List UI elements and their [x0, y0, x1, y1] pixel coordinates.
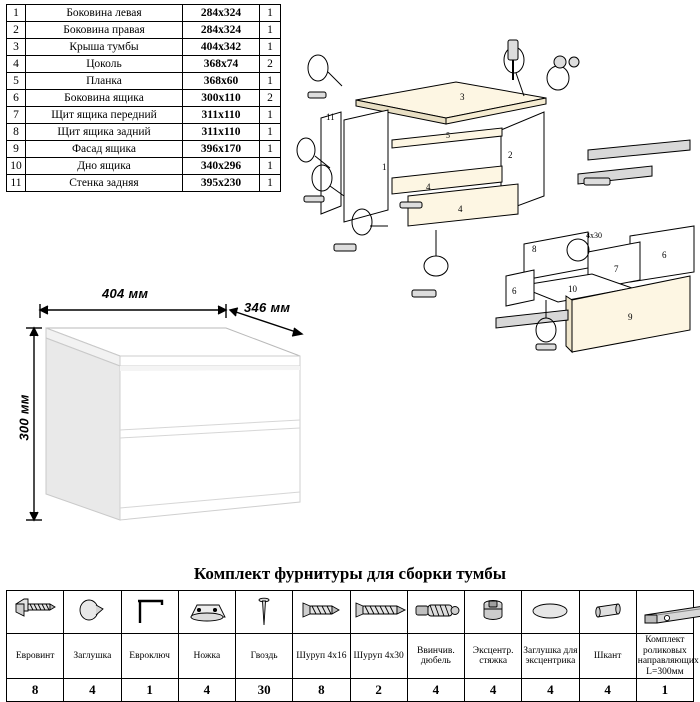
hardware-qty: 1 [121, 679, 178, 702]
part-number: 4 [7, 56, 26, 73]
hardware-qty: 4 [178, 679, 235, 702]
callout-1: 1 [382, 162, 387, 172]
cabinet-svg [8, 270, 388, 560]
callout-4-upper: 4 [426, 182, 431, 192]
hardware-name: Заглушка [64, 634, 121, 679]
hardware-name: Ввинчив. дюбель [407, 634, 464, 679]
hardware-name-row [7, 634, 694, 679]
part-name: Крыша тумбы [26, 39, 183, 56]
width-dimension-arrow [40, 304, 226, 318]
part-number: 11 [7, 175, 26, 192]
part-quantity: 1 [260, 5, 281, 22]
cabinet-width-label: 404 мм [102, 286, 149, 301]
hardware-qty: 1 [636, 679, 693, 702]
hardware-qty: 4 [522, 679, 579, 702]
callout-5: 5 [446, 131, 450, 140]
dowel-icon [579, 591, 636, 634]
cabinet-body [46, 328, 300, 520]
drawer-note: 4х30 [586, 231, 602, 240]
part-quantity: 1 [260, 107, 281, 124]
foot-icon [178, 591, 235, 634]
part-number: 3 [7, 39, 26, 56]
part-name: Цоколь [26, 56, 183, 73]
hardware-qty: 4 [579, 679, 636, 702]
callout-3: 3 [460, 92, 465, 102]
part-number: 6 [7, 90, 26, 107]
hardware-name: Ножка [178, 634, 235, 679]
hardware-name: Эксцентр. стяжка [465, 634, 522, 679]
part-dimension: 340х296 [183, 158, 260, 175]
table-row [7, 22, 281, 39]
table-row [7, 107, 281, 124]
hardware-qty-row [7, 679, 694, 702]
cam-lock-icon [465, 591, 522, 634]
hardware-qty: 4 [407, 679, 464, 702]
euro-screw-icon [7, 591, 64, 634]
hardware-name: Гвоздь [236, 634, 293, 679]
hardware-qty: 30 [236, 679, 293, 702]
hardware-qty: 8 [293, 679, 350, 702]
part-number: 2 [7, 22, 26, 39]
part-name: Боковина правая [26, 22, 183, 39]
part-number: 8 [7, 124, 26, 141]
parts-table-body [7, 5, 281, 192]
part-number: 9 [7, 141, 26, 158]
hardware-qty: 8 [7, 679, 64, 702]
table-row [7, 5, 281, 22]
screw-in-dowel-icon [407, 591, 464, 634]
callout-6-left: 6 [512, 286, 517, 296]
part-number: 7 [7, 107, 26, 124]
hardware-name: Шкант [579, 634, 636, 679]
cabinet-height-label: 300 мм [16, 394, 32, 441]
part-quantity: 2 [260, 56, 281, 73]
part-dimension: 404х342 [183, 39, 260, 56]
part-number: 10 [7, 158, 26, 175]
part-dimension: 396х170 [183, 141, 260, 158]
hardware-name: Комплект роликовых направляющих L=300мм [637, 635, 699, 677]
table-row [7, 175, 281, 192]
euro-key-icon [121, 591, 178, 634]
screw-4x30-icon [350, 591, 407, 634]
part-name: Боковина левая [26, 5, 183, 22]
hardware-name: Шуруп 4х16 [293, 634, 350, 679]
hardware-name: Шуруп 4х30 [350, 634, 407, 679]
part-drawer-side-left [506, 270, 534, 306]
hardware-kit-table [6, 590, 699, 702]
part-quantity: 1 [260, 73, 281, 90]
part-name: Щит ящика задний [26, 124, 183, 141]
part-dimension: 284х324 [183, 5, 260, 22]
table-row [7, 158, 281, 175]
part-name: Боковина ящика [26, 90, 183, 107]
part-name: Фасад ящика [26, 141, 183, 158]
part-quantity: 1 [260, 124, 281, 141]
parts-table [6, 4, 281, 192]
callout-4-lower: 4 [458, 204, 463, 214]
part-name: Дно ящика [26, 158, 183, 175]
part-dimension: 395х230 [183, 175, 260, 192]
callout-9: 9 [628, 312, 633, 322]
part-dimension: 311х110 [183, 107, 260, 124]
cap-icon [64, 591, 121, 634]
table-row [7, 124, 281, 141]
part-quantity: 1 [260, 22, 281, 39]
callout-11: 11 [326, 112, 335, 122]
hardware-icon-row [7, 591, 694, 634]
hardware-name: Еврoвинт [7, 634, 64, 679]
part-dimension: 368х60 [183, 73, 260, 90]
table-row [7, 56, 281, 73]
part-name: Планка [26, 73, 183, 90]
hardware-name: Еврoключ [121, 634, 178, 679]
hardware-kit-body [7, 591, 699, 702]
hardware-qty: 2 [350, 679, 407, 702]
nail-icon [236, 591, 293, 634]
part-name: Щит ящика передний [26, 107, 183, 124]
callout-8: 8 [532, 244, 537, 254]
slide-rail-icon [636, 591, 693, 634]
callout-7: 7 [614, 264, 619, 274]
hardware-qty: 4 [465, 679, 522, 702]
table-row [7, 90, 281, 107]
hardware-qty: 4 [64, 679, 121, 702]
table-row [7, 39, 281, 56]
part-quantity: 2 [260, 90, 281, 107]
part-quantity: 1 [260, 175, 281, 192]
hardware-name: Заглушка для эксцентрика [522, 634, 579, 679]
hardware-kit-title: Комплект фурнитуры для сборки тумбы [193, 564, 507, 583]
part-quantity: 1 [260, 158, 281, 175]
part-dimension: 284х324 [183, 22, 260, 39]
callout-2: 2 [508, 150, 513, 160]
callout-10: 10 [568, 284, 577, 294]
part-quantity: 1 [260, 39, 281, 56]
part-name: Стенка задняя [26, 175, 183, 192]
screw-4x16-icon [293, 591, 350, 634]
cam-cap-icon [522, 591, 579, 634]
part-dimension: 311х110 [183, 124, 260, 141]
cabinet-dimension-drawing [8, 270, 388, 560]
part-quantity: 1 [260, 141, 281, 158]
cabinet-depth-label: 346 мм [244, 300, 291, 315]
part-number: 1 [7, 5, 26, 22]
table-row [7, 73, 281, 90]
callout-6-right: 6 [662, 250, 667, 260]
table-row [7, 141, 281, 158]
part-number: 5 [7, 73, 26, 90]
part-dimension: 368х74 [183, 56, 260, 73]
part-dimension: 300х110 [183, 90, 260, 107]
